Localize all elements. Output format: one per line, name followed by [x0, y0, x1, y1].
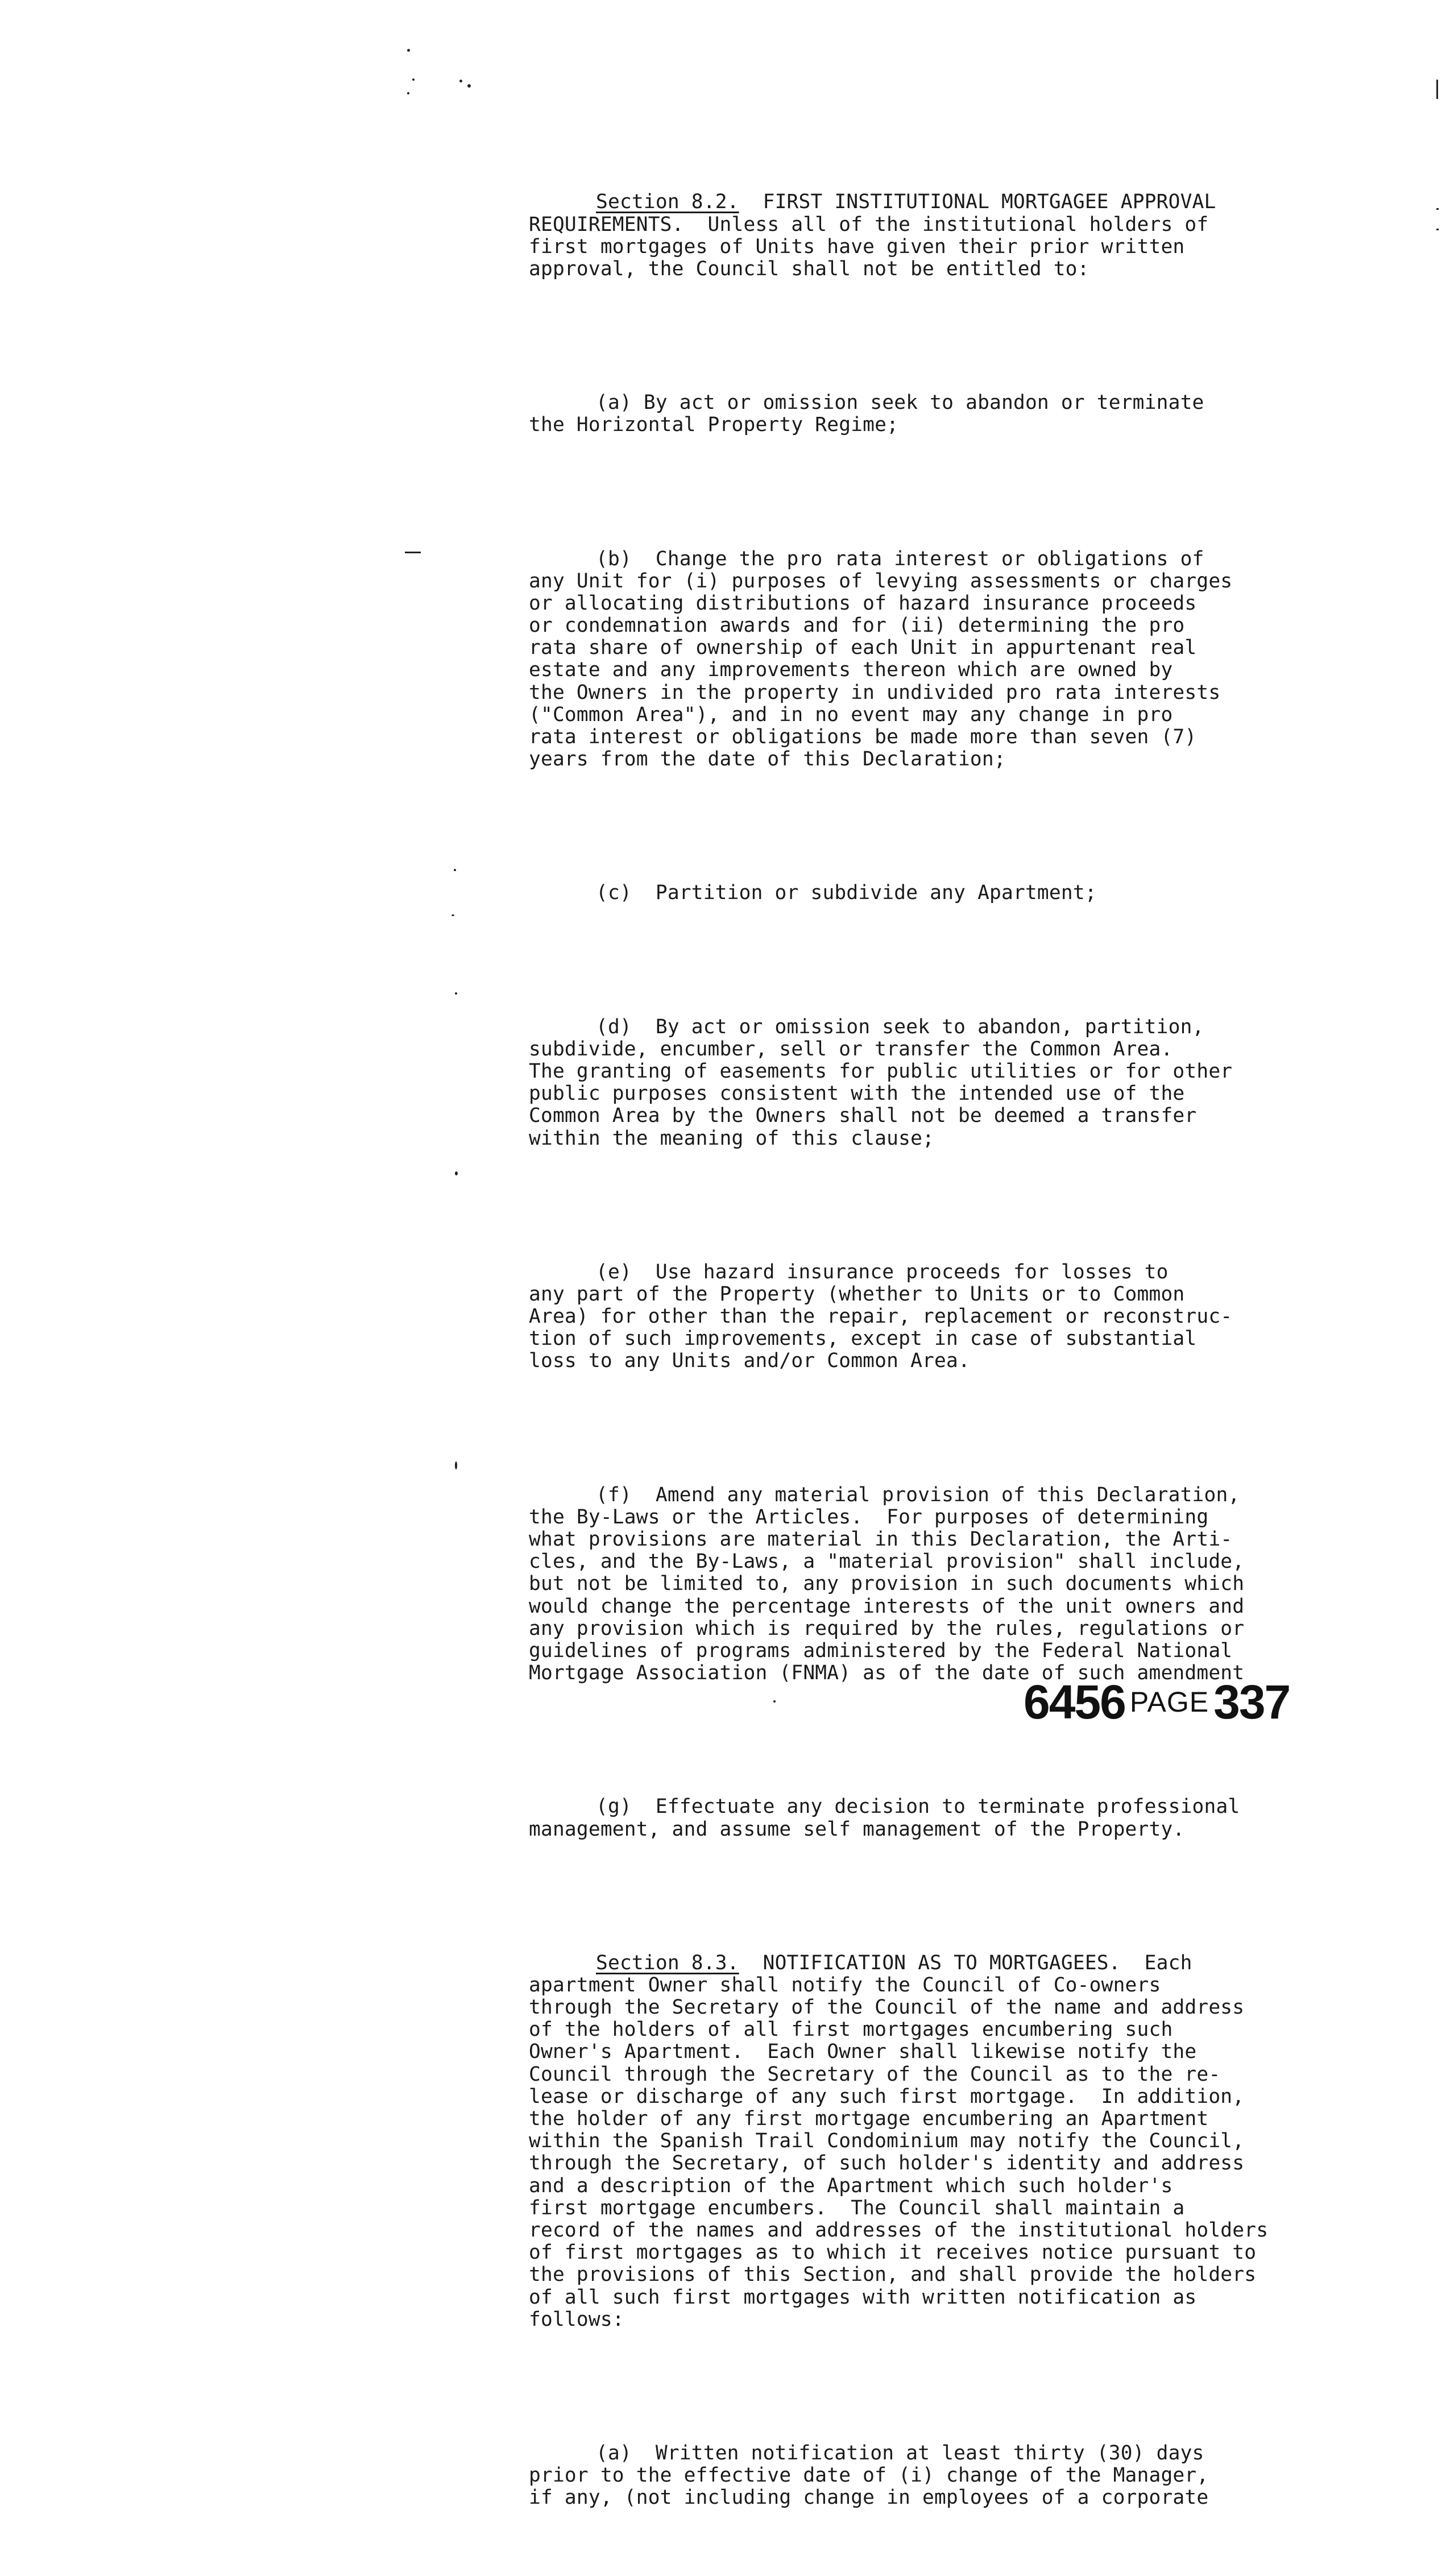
scan-speck	[455, 1461, 457, 1469]
scan-speck	[467, 84, 471, 88]
notification-clause-a: (a) Written notification at least thirty (30) days prior to the effective date of (i) change of the Manager, if any, (not including change in employees of a corporate	[529, 2441, 1209, 2509]
scan-speck	[454, 869, 456, 871]
clause-g: (g) Effectuate any decision to terminate professional management, and assume self management of the Property.	[529, 1795, 1240, 1841]
page-number: 337	[1213, 1675, 1290, 1729]
scan-speck	[455, 1171, 458, 1175]
clause-d: (d) By act or omission seek to abandon, partition, subdivide, encumber, sell or transfer the Common Area. The granting of easements for public utilities or for other public purposes consistent with the intended use of the Common Area by the Owners shall not be deemed a transfer within the meaning of this clause;	[529, 1015, 1233, 1150]
scan-speck	[407, 49, 410, 52]
scan-speck	[451, 914, 454, 916]
clause-b: (b) Change the pro rata interest or obligations of any Unit for (i) purposes of levying assessments or charges or allocating distributions of hazard insurance proceeds or condemnation awards and for (ii) determining the pro rata share of ownership of each Unit in appurtenant real estate and any improvements thereon which are owned by the Owners in the property in undivided pro rata interests ("Common Area"), and in no event may any change in pro rata interest or obligations be made more than seven (7) years from the date of this Declaration;	[529, 547, 1233, 771]
book-page-stamp	[1024, 1675, 1290, 1730]
scan-speck	[455, 992, 457, 995]
section-8-2-intro: Section 8.2. FIRST INSTITUTIONAL MORTGAGEE APPROVAL REQUIREMENTS. Unless all of the institutional holders of first mortgages of Units have given their prior written approval, the Council shall not be entitled to:	[529, 190, 1216, 280]
clause-a: (a) By act or omission seek to abandon or terminate the Horizontal Property Regime;	[529, 391, 1204, 437]
section-8-3-intro: Section 8.3. NOTIFICATION AS TO MORTGAGEES. Each apartment Owner shall notify the Council of Co-owners through the Secretary of the Council of the name and address of the holders of all first mortgages encumbering such Owner's Apartment. Each Owner shall likewise notify the Council through the Secretary of the Council as to the re- lease or discharge of any such first mortgage. In addition, the holder of any first mortgage encumbering an Apartment within the Spanish Trail Condominium may notify the Council, through the Secretary, of such holder's identity and address and a description of the Apartment which such holder's first mortgage encumbers. The Council shall maintain a record of the names and addresses of the institutional holders of first mortgages as to which it receives notice pursuant to the provisions of this Section, and shall provide the holders of all such first mortgages with written notification as follows:	[529, 1951, 1269, 2331]
scan-speck	[412, 78, 415, 81]
book-number: 6456	[1024, 1675, 1125, 1729]
scan-speck	[407, 92, 409, 94]
clause-e: (e) Use hazard insurance proceeds for losses to any part of the Property (whether to Units or to Common Area) for other than the repair, replacement or reconstruc- tion of such improvements, except in case of substantial loss to any Units and/or Common Area.	[529, 1260, 1233, 1373]
margin-mark	[1436, 80, 1438, 99]
clause-c: (c) Partition or subdivide any Apartment;	[596, 881, 1097, 905]
section-heading: Section 8.2.	[596, 190, 739, 214]
scan-speck	[459, 80, 462, 82]
declaration-text	[529, 147, 1365, 2576]
clause-f: (f) Amend any material provision of this Declaration, the By-Laws or the Articles. For purposes of determining what provisions are material in this Declaration, the Arti- cles, and the By-Laws, a "material provision" shall include, but not be limited to, any provision in such documents which would change the percentage interests of the unit owners and any provision which is required by the rules, regulations or guidelines of programs administered by the Federal National Mortgage Association (FNMA) as of the date of such amendment	[529, 1483, 1245, 1685]
margin-mark	[1436, 229, 1439, 230]
margin-mark	[405, 552, 421, 553]
section-heading: Section 8.3.	[596, 1951, 739, 1974]
margin-mark	[1436, 208, 1439, 210]
page-label: PAGE	[1129, 1686, 1209, 1718]
